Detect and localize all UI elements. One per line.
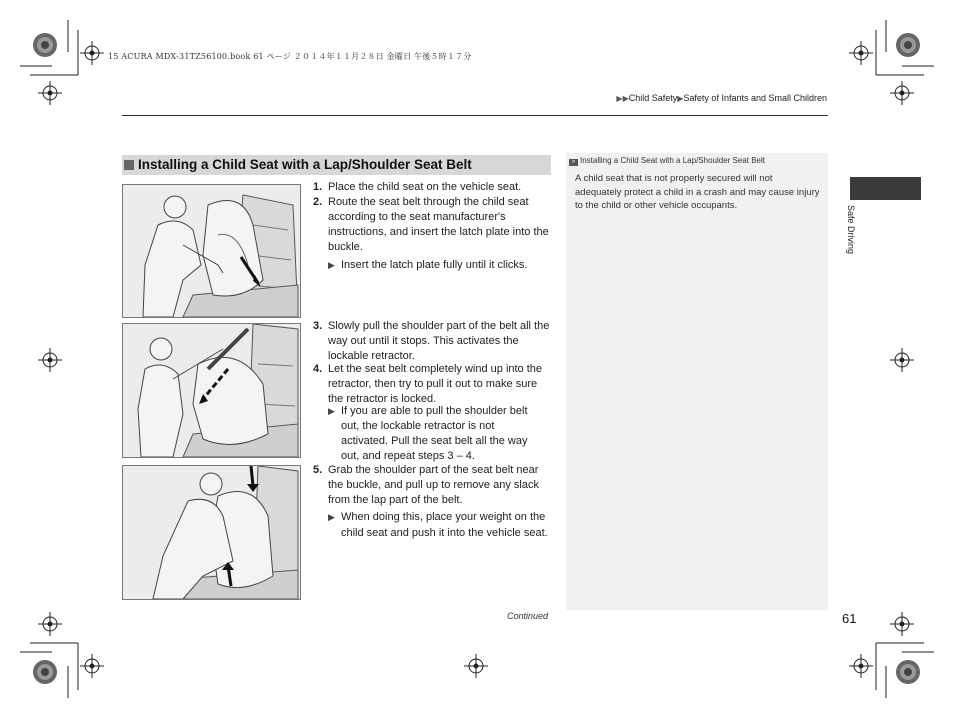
- page-number: 61: [842, 611, 857, 626]
- illustration-pull-belt: [122, 323, 301, 458]
- step-text: Route the seat belt through the child seat according to the seat manufacturer's instructions, and insert the latch plate into the buckle.: [328, 196, 549, 253]
- illustration-place-seat: [122, 184, 301, 318]
- substep-text: If you are able to pull the shoulder belt out, the lockable retractor is not activated. Pull the seat belt all the way out, and repeat steps 3 – 4.: [341, 405, 528, 462]
- breadcrumb-safety-infants[interactable]: Safety of Infants and Small Children: [683, 93, 827, 103]
- book-info-line: 15 ACURA MDX-31TZ56100.book 61 ページ ２０１４年１１月２８日 金曜日 午後５時１７分: [108, 52, 472, 61]
- step-text: Slowly pull the shoulder part of the belt all the way out until it stops. This activates the lockable retractor.: [328, 320, 550, 362]
- substep-4: [328, 404, 540, 464]
- substep-2: [328, 258, 550, 273]
- step-2: [313, 195, 550, 255]
- section-square-icon: [124, 160, 134, 170]
- substep-5: [328, 510, 550, 541]
- section-title: Installing a Child Seat with a Lap/Shoulder Seat Belt: [138, 157, 472, 172]
- step-number: 4.: [313, 363, 323, 375]
- step-text: Grab the shoulder part of the seat belt near the buckle, and pull up to remove any slack from the lap part of the belt.: [328, 464, 539, 506]
- step-number: 5.: [313, 464, 323, 476]
- continued-label: Continued: [507, 611, 549, 621]
- note-heading-text: Installing a Child Seat with a Lap/Shoulder Seat Belt: [580, 156, 766, 165]
- breadcrumb-arrow: ▶: [677, 94, 684, 103]
- chapter-tab[interactable]: [850, 177, 921, 200]
- step-4: [313, 362, 553, 407]
- step-number: 1.: [313, 181, 323, 193]
- substep-text: When doing this, place your weight on the child seat and push it into the vehicle seat.: [341, 511, 548, 539]
- step-number: 3.: [313, 320, 323, 332]
- double-arrow-icon: »: [569, 159, 578, 166]
- breadcrumb: [616, 93, 827, 103]
- breadcrumb-arrows: ▶▶: [616, 94, 629, 103]
- breadcrumb-child-safety[interactable]: Child Safety: [628, 93, 678, 103]
- illustration-remove-slack: [122, 465, 301, 600]
- note-body: A child seat that is not properly secured will not adequately protect a child in a crash and may cause injury to the child or other vehicle occupants.: [575, 173, 820, 211]
- header-rule: [122, 115, 828, 116]
- step-text: Place the child seat on the vehicle seat.: [328, 181, 522, 193]
- substep-text: Insert the latch plate fully until it clicks.: [341, 259, 528, 271]
- step-3: [313, 319, 553, 364]
- step-5: [313, 463, 553, 508]
- step-text: Let the seat belt completely wind up into the retractor, then try to pull it out to make sure the retractor is locked.: [328, 363, 543, 405]
- note-panel: [566, 153, 828, 610]
- arrow-marker-icon: ▶: [328, 406, 335, 416]
- section-heading: [122, 155, 551, 175]
- note-heading: [569, 156, 765, 166]
- step-number: 2.: [313, 196, 323, 208]
- step-1: [313, 180, 553, 195]
- arrow-marker-icon: ▶: [328, 512, 335, 522]
- arrow-marker-icon: ▶: [328, 260, 335, 270]
- chapter-label: Safe Driving: [846, 205, 856, 255]
